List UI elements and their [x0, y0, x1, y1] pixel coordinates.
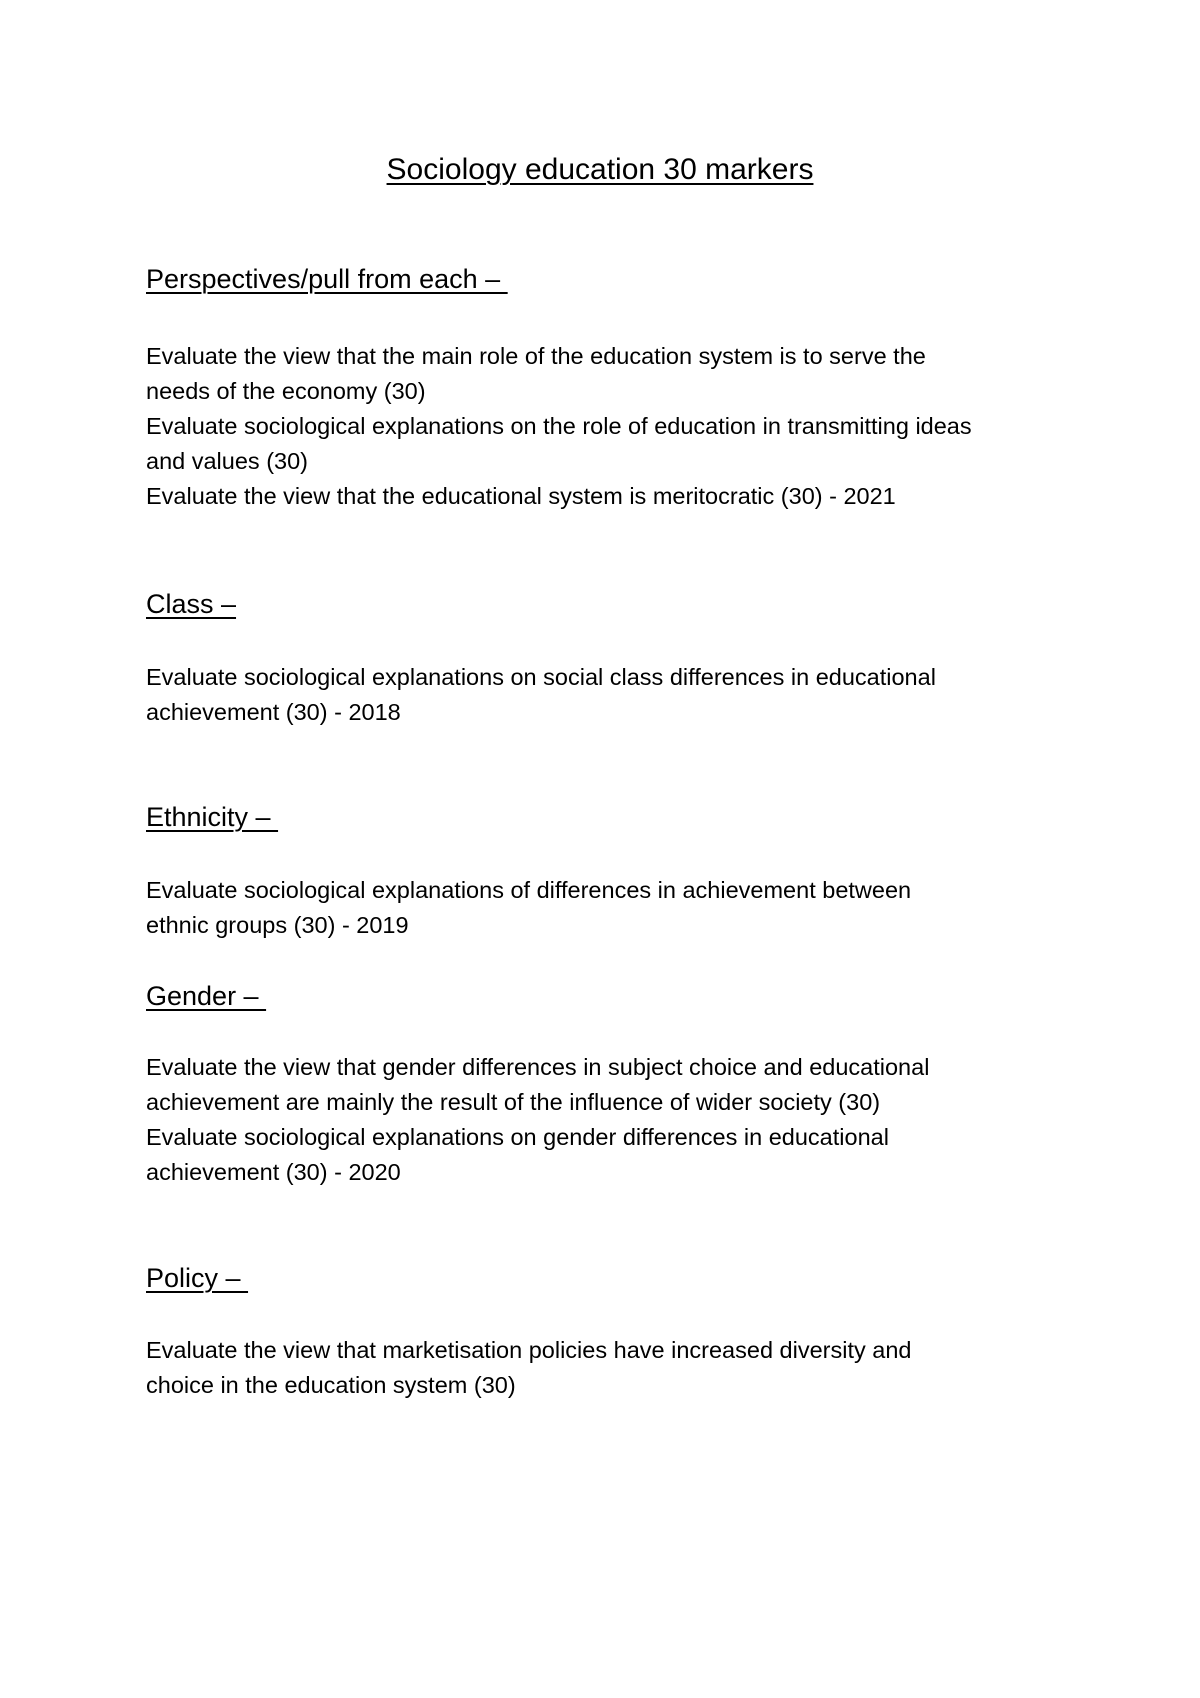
section-body-gender [146, 1050, 1076, 1190]
section-body-perspectives [146, 339, 1076, 514]
section-heading-policy: Policy – [146, 1263, 249, 1293]
page-title: Sociology education 30 markers [386, 153, 814, 186]
body-line: choice in the education system (30) [146, 1372, 516, 1398]
body-line: achievement (30) - 2020 [146, 1159, 401, 1185]
body-line: Evaluate sociological explanations on the role of education in transmitting ideas [146, 413, 972, 439]
body-line: Evaluate the view that marketisation policies have increased diversity and [146, 1337, 912, 1363]
section-heading-class: Class – [146, 589, 237, 619]
body-line: Evaluate the view that the main role of the education system is to serve the [146, 343, 926, 369]
section-heading-gender: Gender – [146, 981, 267, 1011]
section-body-policy [146, 1333, 1076, 1403]
section-body-ethnicity [146, 873, 1076, 943]
body-line: needs of the economy (30) [146, 378, 426, 404]
body-line: Evaluate the view that gender differences in subject choice and educational [146, 1054, 930, 1080]
body-line: ethnic groups (30) - 2019 [146, 912, 409, 938]
section-heading-ethnicity: Ethnicity – [146, 802, 279, 832]
body-line: Evaluate sociological explanations of differences in achievement between [146, 877, 912, 903]
body-line: and values (30) [146, 448, 308, 474]
section-heading-perspectives: Perspectives/pull from each – [146, 264, 508, 294]
body-line: Evaluate sociological explanations on social class differences in educational [146, 664, 936, 690]
body-line: Evaluate the view that the educational system is meritocratic (30) - 2021 [146, 483, 896, 509]
body-line: Evaluate sociological explanations on gender differences in educational [146, 1124, 889, 1150]
body-line: achievement are mainly the result of the influence of wider society (30) [146, 1089, 881, 1115]
body-line: achievement (30) - 2018 [146, 699, 401, 725]
section-body-class [146, 660, 1076, 730]
